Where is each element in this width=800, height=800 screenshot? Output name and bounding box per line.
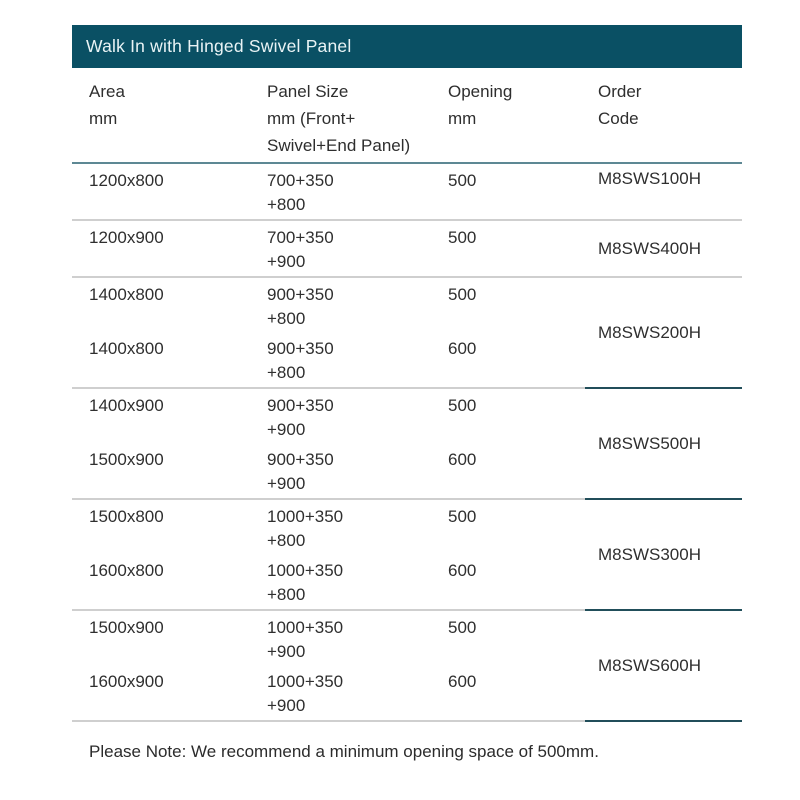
panel-size-line: 700+350 (267, 171, 334, 190)
panel-size-line: 1000+350 (267, 618, 344, 637)
area-cell: 1500x900 (89, 450, 164, 469)
table-row (89, 559, 585, 607)
column-header-order-code (598, 78, 742, 159)
area-cell: 1500x900 (89, 618, 164, 637)
table-row-group (72, 611, 742, 722)
table-title: Walk In with Hinged Swivel Panel (86, 36, 352, 56)
opening-cell: 500 (448, 285, 477, 304)
area-cell: 1600x800 (89, 561, 164, 580)
panel-size-line: +800 (267, 531, 306, 550)
panel-size-line: 1000+350 (267, 507, 344, 526)
row-cells (72, 389, 585, 500)
column-headers (72, 68, 742, 164)
table-row-group (72, 389, 742, 500)
table-row-group (72, 278, 742, 389)
panel-size-line: +800 (267, 585, 306, 604)
order-code-cell: M8SWS600H (585, 611, 742, 722)
table-row (89, 448, 585, 496)
area-cell: 1200x800 (89, 171, 164, 190)
row-cells (72, 500, 585, 611)
table-row (89, 505, 585, 553)
table-row (89, 670, 585, 718)
table-row-group (72, 500, 742, 611)
order-code-cell: M8SWS300H (585, 500, 742, 611)
panel-size-cell (267, 616, 448, 664)
column-header-line: Swivel+End Panel) (267, 136, 411, 155)
panel-size-line: +900 (267, 696, 306, 715)
column-header-line: Panel Size (267, 82, 349, 101)
area-cell: 1400x800 (89, 339, 164, 358)
opening-cell: 500 (448, 507, 477, 526)
opening-cell: 500 (448, 396, 477, 415)
panel-size-cell (267, 559, 448, 607)
panel-size-line: 900+350 (267, 396, 334, 415)
product-spec-table (72, 25, 742, 762)
panel-size-line: +800 (267, 309, 306, 328)
table-body (72, 164, 742, 722)
panel-size-line: 900+350 (267, 285, 334, 304)
panel-size-cell (267, 448, 448, 496)
table-row (89, 394, 585, 442)
opening-cell: 600 (448, 672, 477, 691)
column-header-line: Area (89, 82, 125, 101)
row-cells (72, 164, 585, 221)
area-cell: 1500x800 (89, 507, 164, 526)
note-text: Please Note: We recommend a minimum opening space of 500mm. (89, 742, 599, 761)
column-header-area (89, 78, 267, 159)
panel-size-cell (267, 226, 448, 274)
column-header-line: Order (598, 82, 642, 101)
panel-size-line: +900 (267, 252, 306, 271)
column-header-line: Code (598, 109, 639, 128)
table-row (89, 337, 585, 385)
panel-size-line: 700+350 (267, 228, 334, 247)
row-cells (72, 278, 585, 389)
column-header-line: mm (Front+ (267, 109, 356, 128)
opening-cell: 500 (448, 618, 477, 637)
table-row (89, 283, 585, 331)
panel-size-cell (267, 505, 448, 553)
row-cells (72, 611, 585, 722)
panel-size-line: +800 (267, 195, 306, 214)
panel-size-line: +900 (267, 642, 306, 661)
panel-size-line: 1000+350 (267, 672, 344, 691)
opening-cell: 600 (448, 561, 477, 580)
area-cell: 1200x900 (89, 228, 164, 247)
table-row-group (72, 221, 742, 278)
panel-size-line: 900+350 (267, 339, 334, 358)
panel-size-cell (267, 337, 448, 385)
row-cells (72, 221, 585, 278)
area-cell: 1600x900 (89, 672, 164, 691)
table-row-group (72, 164, 742, 221)
table-row (89, 226, 585, 274)
panel-size-line: +900 (267, 420, 306, 439)
column-header-line: mm (89, 109, 118, 128)
panel-size-cell (267, 283, 448, 331)
column-header-line: mm (448, 109, 477, 128)
opening-cell: 600 (448, 450, 477, 469)
panel-size-cell (267, 670, 448, 718)
table-row (89, 169, 585, 217)
panel-size-line: +900 (267, 474, 306, 493)
column-header-opening (448, 78, 598, 159)
opening-cell: 500 (448, 171, 477, 190)
panel-size-line: 1000+350 (267, 561, 344, 580)
opening-cell: 500 (448, 228, 477, 247)
area-cell: 1400x800 (89, 285, 164, 304)
table-title-bar (72, 25, 742, 68)
panel-size-cell (267, 169, 448, 217)
order-code-cell: M8SWS400H (585, 221, 742, 278)
panel-size-line: 900+350 (267, 450, 334, 469)
order-code-cell: M8SWS500H (585, 389, 742, 500)
column-header-line: Opening (448, 82, 513, 101)
panel-size-line: +800 (267, 363, 306, 382)
area-cell: 1400x900 (89, 396, 164, 415)
order-code-cell: M8SWS200H (585, 278, 742, 389)
opening-cell: 600 (448, 339, 477, 358)
table-row (89, 616, 585, 664)
panel-size-cell (267, 394, 448, 442)
column-header-panel-size (267, 78, 448, 159)
order-code-cell: M8SWS100H (585, 164, 742, 221)
